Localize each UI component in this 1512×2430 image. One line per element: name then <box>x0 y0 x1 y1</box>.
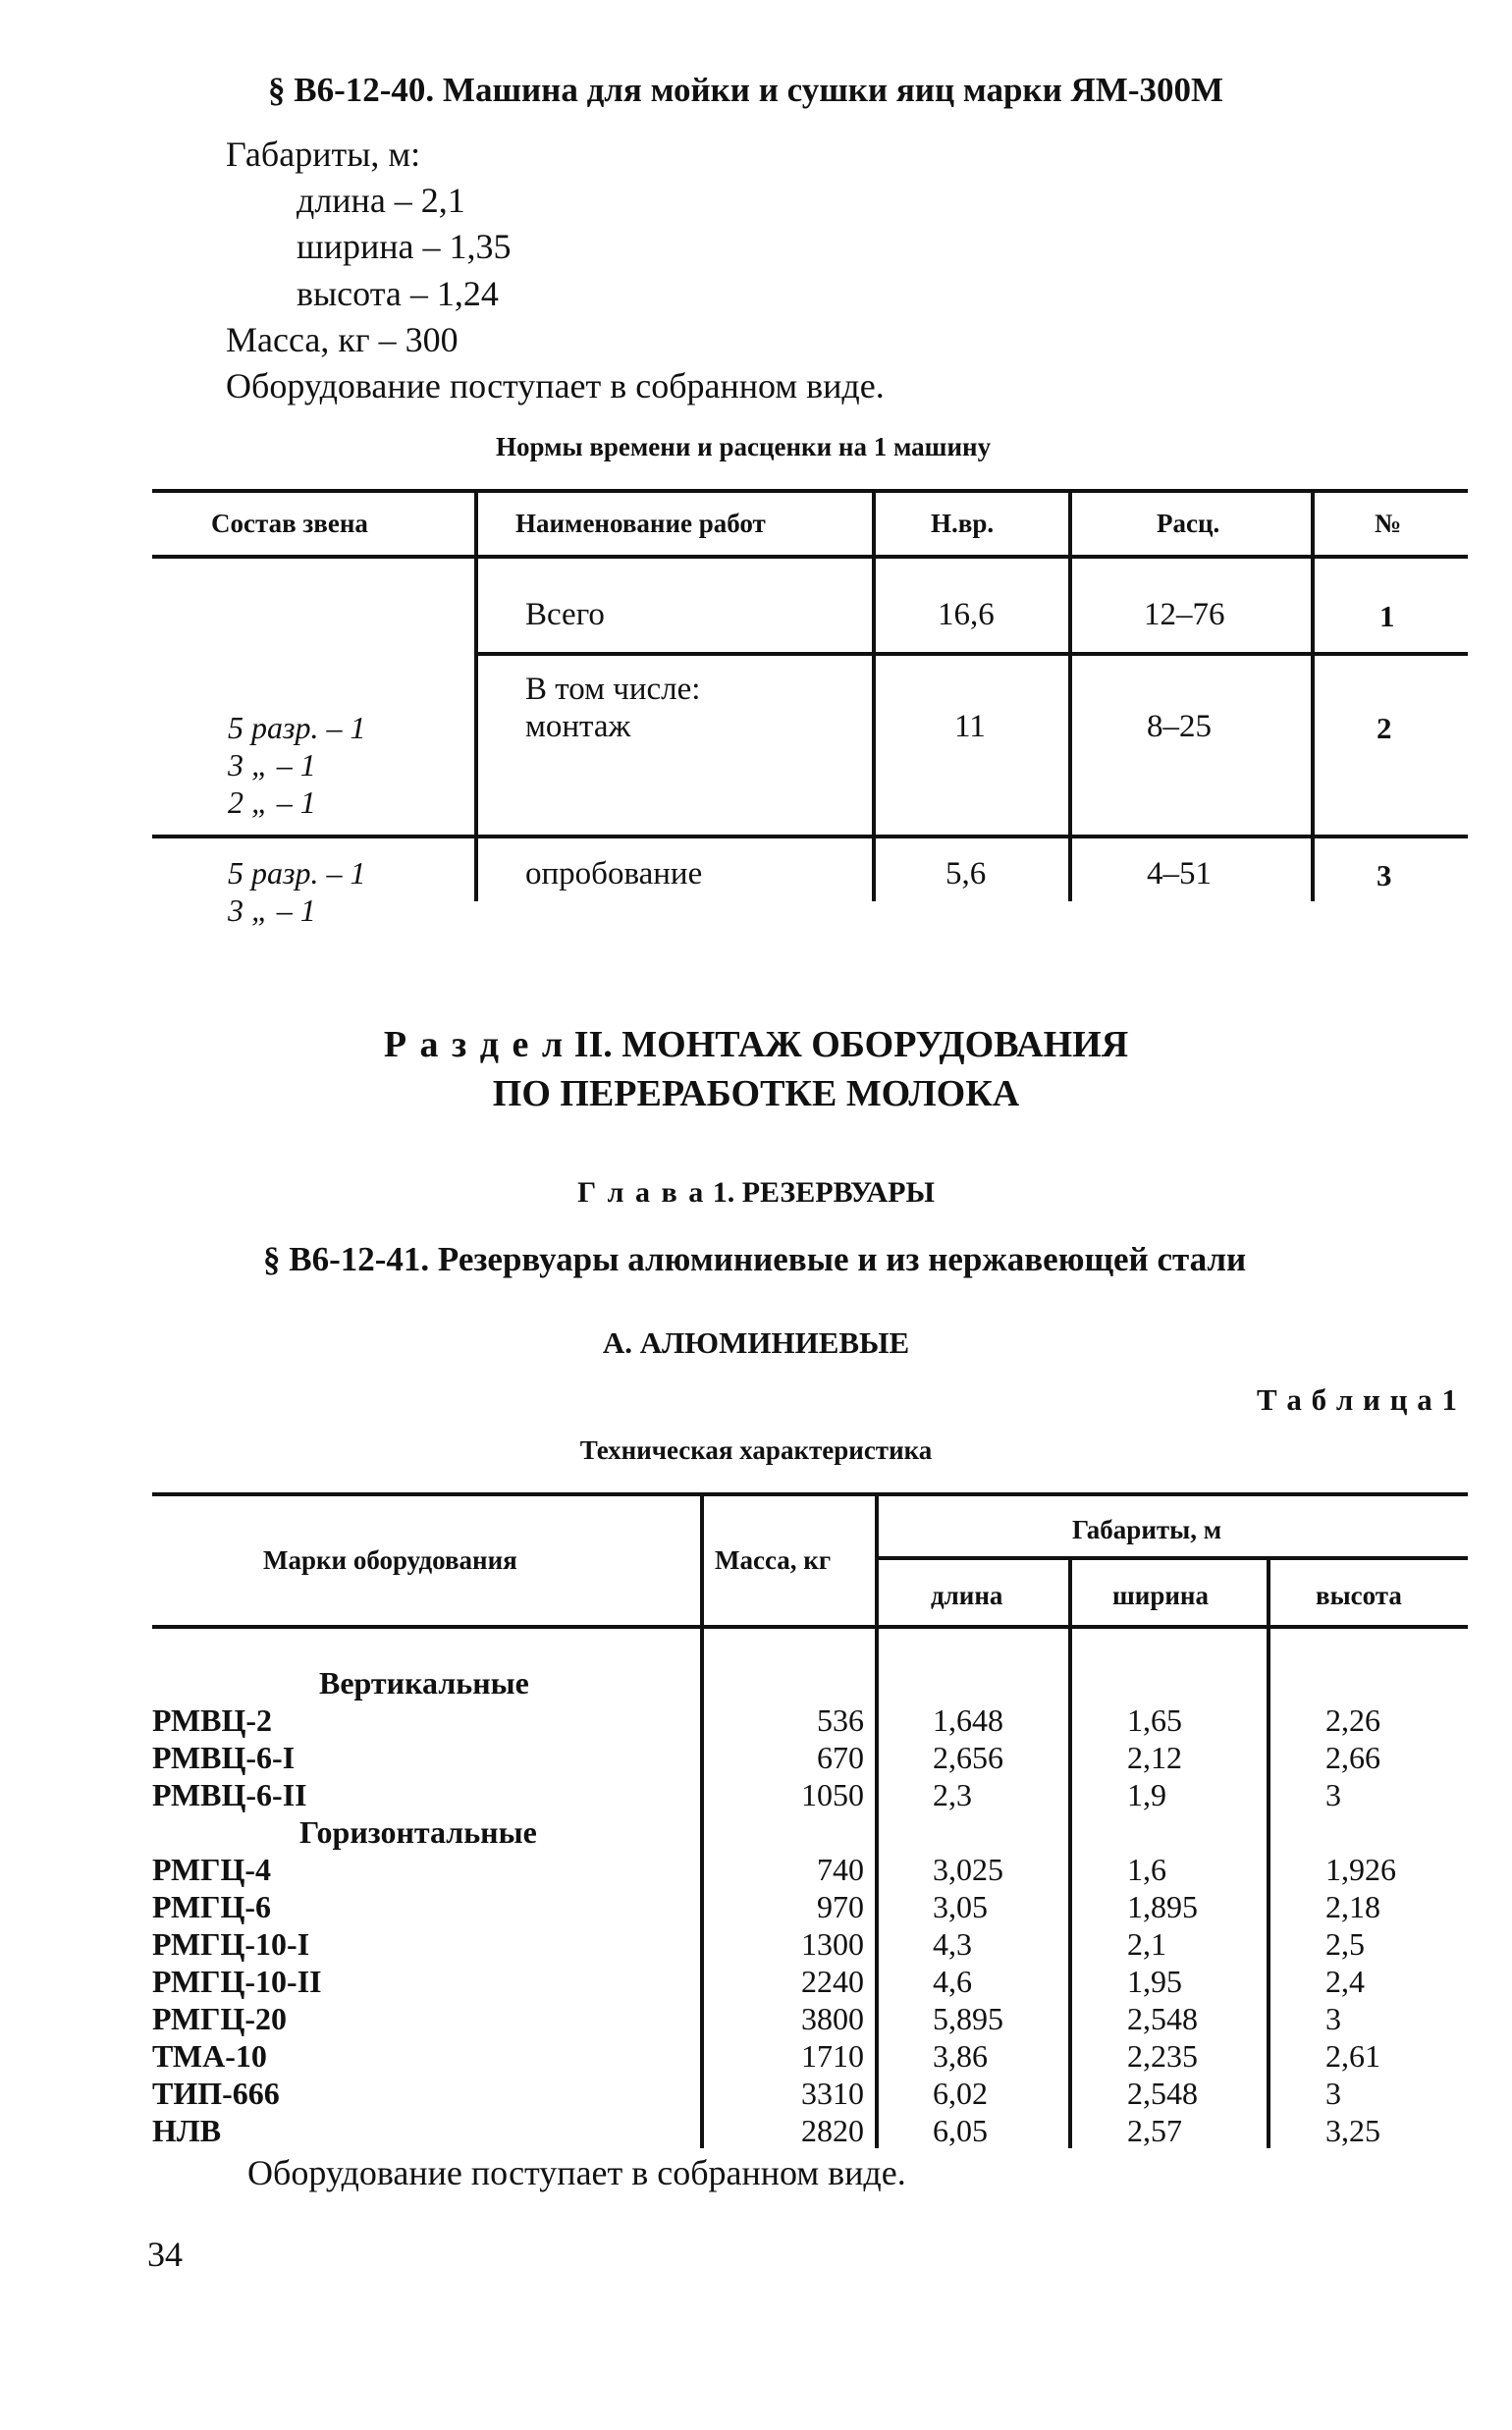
row-2-norm: 11 <box>954 709 986 744</box>
glava-spaced: Г л а в а <box>577 1176 706 1209</box>
table-rule <box>877 1556 1468 1560</box>
group-horizontal: Горизонтальные <box>299 1814 537 1850</box>
header-mass: Масса, кг <box>715 1545 832 1575</box>
dims-label: Габариты, м: <box>226 135 421 174</box>
cell-width: 1,9 <box>1127 1777 1166 1812</box>
row-2-num: 2 <box>1377 711 1392 745</box>
cell-height: 2,5 <box>1325 1926 1365 1962</box>
table-col-rule <box>1311 489 1315 901</box>
glava-heading <box>0 1176 1512 1210</box>
row-1-work: Всего <box>525 597 605 632</box>
header-work: Наименование работ <box>515 509 766 538</box>
cell-height: 3 <box>1325 2001 1341 2036</box>
cell-length: 4,3 <box>933 1926 972 1962</box>
cell-brand: РМВЦ-2 <box>152 1702 273 1738</box>
header-dims: Габариты, м <box>1072 1515 1222 1544</box>
delivery-note: Оборудование поступает в собранном виде. <box>226 366 885 405</box>
header-width: ширина <box>1112 1581 1209 1610</box>
row-3-crew-line: 5 разр. – 1 <box>228 855 366 891</box>
row-1-rate: 12–76 <box>1144 597 1225 632</box>
cell-brand: РМГЦ-6 <box>152 1889 272 1924</box>
cell-width: 2,548 <box>1127 2001 1198 2036</box>
header-brand: Марки оборудования <box>263 1545 517 1575</box>
table-col-rule <box>700 1492 704 2148</box>
table-label: Т а б л и ц а 1 <box>1256 1382 1458 1417</box>
row-2-crew-line: 2 „ – 1 <box>228 784 316 820</box>
cell-height: 1,926 <box>1325 1852 1396 1887</box>
cell-mass: 1300 <box>801 1926 864 1962</box>
cell-mass: 3310 <box>801 2076 864 2111</box>
cell-height: 3 <box>1325 1777 1341 1812</box>
cell-width: 2,1 <box>1127 1926 1166 1962</box>
row-1-norm: 16,6 <box>938 597 995 632</box>
cell-brand: ТИП-666 <box>152 2076 280 2111</box>
cell-mass: 1710 <box>801 2038 864 2074</box>
table-caption-tech: Техническая характеристика <box>579 1435 933 1465</box>
cell-length: 6,02 <box>933 2076 988 2111</box>
cell-mass: 1050 <box>801 1777 864 1812</box>
table-rule <box>152 835 1468 838</box>
table-col-rule <box>474 489 478 901</box>
cell-mass: 2240 <box>801 1964 864 1999</box>
cell-length: 6,05 <box>933 2113 988 2148</box>
header-rate: Расц. <box>1157 509 1220 538</box>
cell-mass: 670 <box>817 1740 864 1775</box>
row-3-num: 3 <box>1377 858 1392 892</box>
cell-length: 2,656 <box>933 1740 1003 1775</box>
table-col-rule <box>1267 1556 1270 2148</box>
row-2-crew-line: 5 разр. – 1 <box>228 710 366 745</box>
header-height: высота <box>1316 1581 1402 1610</box>
section-40-title: § В6-12-40. Машина для мойки и сушки яиц марки ЯМ-300М <box>268 71 1224 109</box>
cell-brand: ТМА-10 <box>152 2038 267 2074</box>
cell-mass: 2820 <box>801 2113 864 2148</box>
razdel-spaced: Р а з д е л <box>383 1024 566 1065</box>
glava-rest: 1. РЕЗЕРВУАРЫ <box>705 1176 935 1209</box>
row-3-rate: 4–51 <box>1147 856 1212 891</box>
cell-height: 2,61 <box>1325 2038 1380 2074</box>
cell-width: 2,57 <box>1127 2113 1182 2148</box>
page-number: 34 <box>147 2235 183 2274</box>
header-crew: Состав звена <box>211 509 368 538</box>
cell-length: 2,3 <box>933 1777 972 1812</box>
row-3-work: опробование <box>525 856 703 891</box>
table-rule <box>152 1625 1468 1629</box>
razdel-heading <box>0 1023 1512 1066</box>
cell-brand: РМГЦ-4 <box>152 1852 272 1887</box>
cell-height: 2,4 <box>1325 1964 1365 1999</box>
cell-length: 3,025 <box>933 1852 1003 1887</box>
header-norm: Н.вр. <box>931 509 995 538</box>
table-col-rule <box>1068 489 1072 901</box>
cell-height: 3,25 <box>1325 2113 1380 2148</box>
dim-height: высота – 1,24 <box>297 274 499 313</box>
row-2-work-line: монтаж <box>525 709 631 744</box>
table-rule <box>152 489 1468 493</box>
cell-width: 1,895 <box>1127 1889 1198 1924</box>
cell-length: 5,895 <box>933 2001 1003 2036</box>
cell-height: 2,26 <box>1325 1702 1380 1738</box>
row-2-crew-line: 3 „ – 1 <box>228 747 316 783</box>
razdel-heading-line2: ПО ПЕРЕРАБОТКЕ МОЛОКА <box>492 1073 1020 1114</box>
subtitle-aluminium: А. АЛЮМИНИЕВЫЕ <box>602 1325 910 1360</box>
cell-brand: РМГЦ-20 <box>152 2001 288 2036</box>
cell-length: 4,6 <box>933 1964 972 1999</box>
cell-brand: РМГЦ-10-II <box>152 1964 322 1999</box>
table-col-rule <box>872 489 876 901</box>
cell-width: 2,235 <box>1127 2038 1198 2074</box>
cell-width: 1,65 <box>1127 1702 1182 1738</box>
group-vertical: Вертикальные <box>319 1665 529 1701</box>
row-3-crew-line: 3 „ – 1 <box>228 892 316 928</box>
section-41-title: § В6-12-41. Резервуары алюминиевые и из нержавеющей стали <box>263 1240 1247 1278</box>
cell-brand: РМВЦ-6-I <box>152 1740 296 1775</box>
header-length: длина <box>931 1581 1003 1610</box>
table-rule <box>152 555 1468 559</box>
cell-length: 3,86 <box>933 2038 988 2074</box>
table-col-rule <box>1068 1556 1072 2148</box>
cell-length: 3,05 <box>933 1889 988 1924</box>
cell-mass: 3800 <box>801 2001 864 2036</box>
dim-width: ширина – 1,35 <box>297 227 512 266</box>
cell-mass: 536 <box>817 1702 864 1738</box>
cell-width: 2,548 <box>1127 2076 1198 2111</box>
cell-height: 2,18 <box>1325 1889 1380 1924</box>
cell-mass: 970 <box>817 1889 864 1924</box>
cell-width: 1,95 <box>1127 1964 1182 1999</box>
table-rule <box>152 1492 1468 1496</box>
header-num: № <box>1375 509 1402 538</box>
cell-height: 3 <box>1325 2076 1341 2111</box>
row-2-work-line: В том числе: <box>525 672 701 707</box>
cell-brand: НЛВ <box>152 2113 222 2148</box>
cell-mass: 740 <box>817 1852 864 1887</box>
row-3-norm: 5,6 <box>945 856 987 891</box>
cell-width: 2,12 <box>1127 1740 1182 1775</box>
row-2-rate: 8–25 <box>1147 709 1212 744</box>
cell-brand: РМГЦ-10-I <box>152 1926 310 1962</box>
cell-height: 2,66 <box>1325 1740 1380 1775</box>
razdel-rest: II. МОНТАЖ ОБОРУДОВАНИЯ <box>565 1024 1129 1065</box>
table-col-rule <box>875 1492 879 2148</box>
table-rule <box>476 652 1468 656</box>
dim-length: длина – 2,1 <box>297 181 465 220</box>
cell-width: 1,6 <box>1127 1852 1166 1887</box>
row-1-num: 1 <box>1379 599 1395 633</box>
cell-length: 1,648 <box>933 1702 1003 1738</box>
cell-brand: РМВЦ-6-II <box>152 1777 307 1812</box>
table-caption-norms: Нормы времени и расценки на 1 машину <box>496 432 992 461</box>
mass-text: Масса, кг – 300 <box>226 320 459 359</box>
delivery-note-2: Оборудование поступает в собранном виде. <box>247 2153 906 2192</box>
